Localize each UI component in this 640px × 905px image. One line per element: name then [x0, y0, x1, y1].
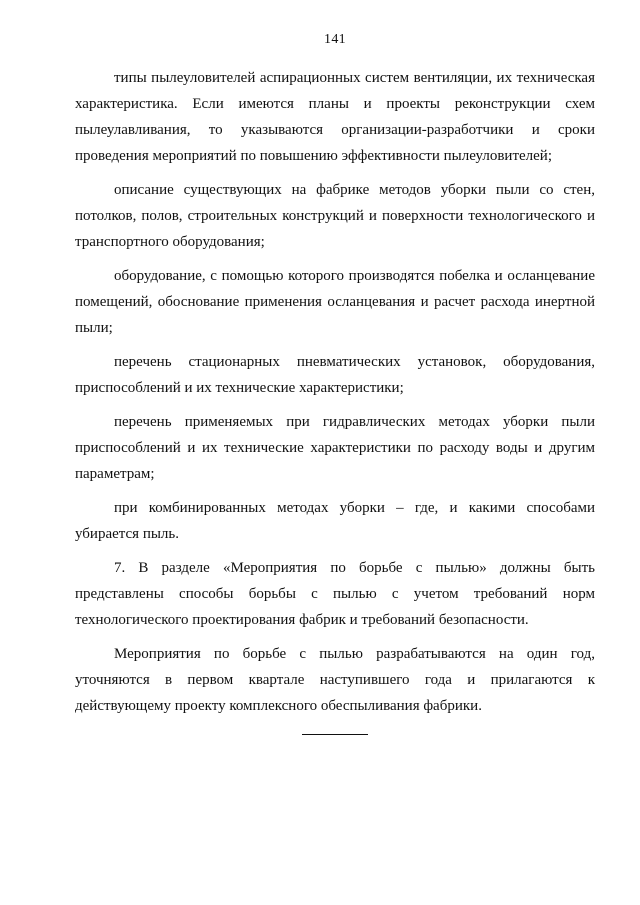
paragraph-whitewash-equipment: оборудование, с помощью которого производятся побелка и осланцевание помещений, обоснование применения осланцевания и расчет расхода инертной пыли;	[75, 268, 595, 336]
paragraph-section-7: 7. В разделе «Мероприятия по борьбе с пылью» должны быть представлены способы борьбы с пылью с учетом требований норм технологического проектирования фабрик и требований безопасности.	[75, 560, 595, 628]
paragraph-dust-collector-types: типы пылеуловителей аспирационных систем вентиляции, их техническая характеристика. Если имеются планы и проекты реконструкции схем пылеулавливания, то указываются организации-разработчики и сроки проведения мероприятий по повышению эффективности пылеуловителей;	[75, 70, 595, 164]
paragraph-hydraulic-devices: перечень применяемых при гидравлических методах уборки пыли приспособлений и их технические характеристики по расходу воды и другим параметрам;	[75, 414, 595, 482]
paragraph-dust-removal-methods: описание существующих на фабрике методов уборки пыли со стен, потолков, полов, строительных конструкций и поверхности технологического и транспортного оборудования;	[75, 182, 595, 250]
end-divider-line	[302, 734, 368, 735]
page-number: 141	[324, 32, 346, 47]
paragraph-combined-methods: при комбинированных методах уборки – где, и какими способами убирается пыль.	[75, 500, 595, 542]
paragraph-pneumatic-installations: перечень стационарных пневматических установок, оборудования, приспособлений и их технические характеристики;	[75, 354, 595, 396]
paragraph-annual-measures: Мероприятия по борьбе с пылью разрабатываются на один год, уточняются в первом квартале наступившего года и прилагаются к действующему проекту комплексного обеспыливания фабрики.	[75, 646, 595, 714]
